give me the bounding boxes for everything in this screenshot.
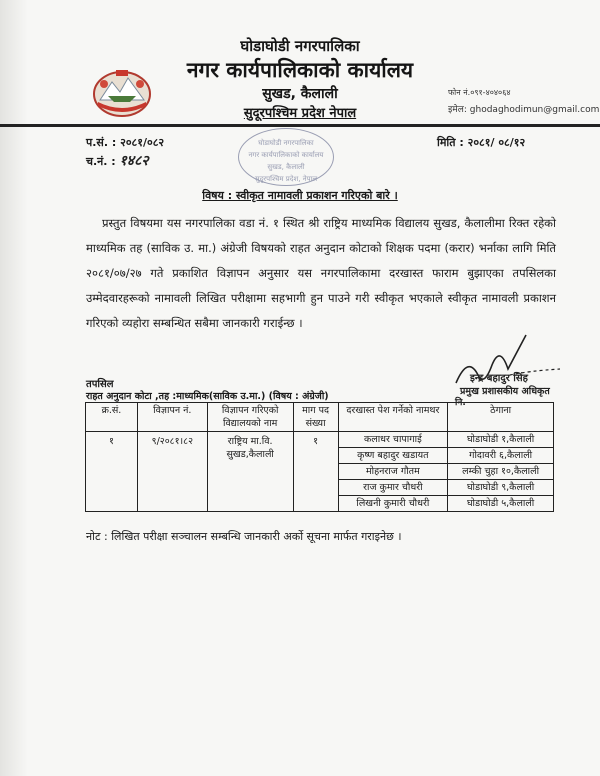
- col-header-serial: क्र.सं.: [86, 403, 138, 432]
- cell-ad-number: ९/२०८१।८२: [137, 432, 207, 512]
- dispatch-number-handwritten: १४८२: [119, 153, 149, 169]
- signatory-title: प्रमुख प्रशासकीय अधिकृत: [460, 386, 550, 397]
- signatory-name: इन्द्र बहादुर सिंह: [470, 373, 528, 384]
- stamp-line-4: सुदूरपश्चिम प्रदेश, नेपाल: [254, 175, 318, 183]
- cell-candidate-name: राज कुमार चौधरी: [338, 480, 448, 496]
- cell-candidate-name: मोहनराज गौतम: [338, 464, 448, 480]
- header-divider: [0, 124, 600, 127]
- table-header-row: [86, 403, 554, 432]
- cell-serial: १: [86, 432, 138, 512]
- office-stamp: [238, 128, 334, 186]
- municipality-name: घोडाघोडी नगरपालिका: [240, 37, 360, 55]
- footer-note: नोट : लिखित परीक्षा सञ्चालन सम्बन्धि जानकारी अर्को सूचना मार्फत गराइनेछ ।: [86, 530, 402, 543]
- annex-heading: तपसिल: [86, 379, 114, 390]
- cell-candidate-address: लम्की चुहा १०,कैलाली: [448, 464, 554, 480]
- stamp-line-2: नगर कार्यपालिकाको कार्यालय: [248, 151, 324, 159]
- stamp-line-3: सुखड, कैलाली: [267, 163, 305, 171]
- email-address: इमेल: ghodaghodimun@gmail.com: [448, 105, 600, 115]
- subject-line: [0, 188, 600, 203]
- subject-text: विषय : स्वीकृत नामावली प्रकाशन गरिएको बारे ।: [202, 189, 398, 202]
- office-title: नगर कार्यपालिकाको कार्यालय: [186, 58, 414, 82]
- signatory-prefix: नि.: [455, 398, 466, 408]
- stamp-line-1: घोडाघोडी नगरपालिका: [258, 139, 314, 147]
- col-header-posts: माग पद संख्या: [293, 403, 338, 432]
- cell-candidate-name: कलाधर चापागाई: [338, 432, 448, 448]
- cell-posts: १: [293, 432, 338, 512]
- col-header-school: विज्ञापन गरिएको विद्यालयको नाम: [207, 403, 293, 432]
- cell-candidate-address: गोदावरी ६,कैलाली: [448, 448, 554, 464]
- annex-subheading: राहत अनुदान कोटा ,तह :माध्यमिक(साविक उ.मा.) (विषय : अंग्रेजी): [86, 391, 329, 402]
- cell-school: राष्ट्रिय मा.वि. सुखड,कैलाली: [207, 432, 293, 512]
- table-row: [86, 432, 554, 448]
- phone-number: फोन नं.०९१-४०४०६४: [448, 88, 511, 97]
- cell-candidate-address: घोडाघोडी ९,कैलाली: [448, 480, 554, 496]
- cell-candidate-name: कृष्ण बहादुर खडायत: [338, 448, 448, 464]
- letter-date: मिति : २०८१/ ०८/१२: [437, 136, 526, 149]
- col-header-ad-number: विज्ञापन नं.: [137, 403, 207, 432]
- cell-candidate-address: घोडाघोडी ५,कैलाली: [448, 496, 554, 512]
- dispatch-number: [86, 151, 149, 170]
- col-header-address: ठेगाना: [448, 403, 554, 432]
- province-name: सुदूरपश्चिम प्रदेश नेपाल: [243, 106, 357, 121]
- cell-candidate-name: लिखनी कुमारी चौधरी: [338, 496, 448, 512]
- cell-candidate-address: घोडाघोडी १,कैलाली: [448, 432, 554, 448]
- office-location: सुखड, कैलाली: [262, 86, 338, 102]
- letter-number: प.सं. : २०८१/०८२: [86, 136, 165, 149]
- dispatch-label: च.नं. :: [86, 155, 116, 168]
- candidate-table: [85, 402, 554, 512]
- body-paragraph: प्रस्तुत विषयमा यस नगरपालिका वडा नं. १ स्थित श्री राष्ट्रिय माध्यमिक विद्यालय सुखड, कैलालीमा रिक्त रहेको माध्यमिक तह (साविक उ. मा.) अंग्रेजी विषयको राहत अनुदान कोटाको शिक्षक पदमा (करार) भर्नाका लागि मिति २०८१/०७/२७ गते प्रकाशित विज्ञापन अनुसार यस नगरपालिकामा दरखास्त फाराम बुझाएका तपसिलका उम्मेदवारहरूको नामावली लिखित परीक्षामा सहभागी हुन पाउने गरी स्वीकृत भएकाले स्वीकृत नामावली प्रकाशन गरिएको व्यहोरा सम्बन्धित सबैमा जानकारी गराईन्छ ।: [86, 216, 556, 330]
- col-header-applicant: दरखास्त पेश गर्नेको नामथर: [338, 403, 448, 432]
